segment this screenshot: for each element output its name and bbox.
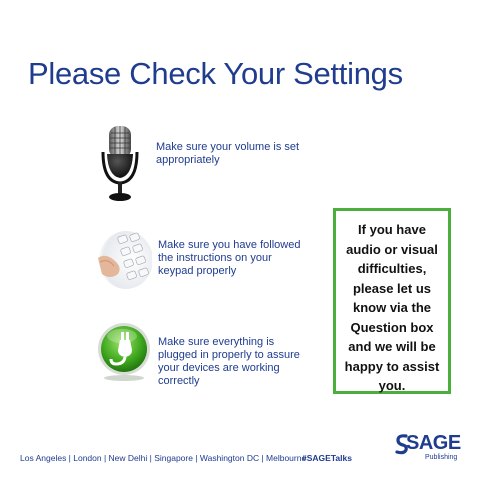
logo-subtext: Publishing (425, 454, 458, 461)
keypad-icon (96, 228, 152, 290)
help-notice-box: If you have audio or visual difficulties, please let us know via the Question box and we will be happy to assist you. (333, 208, 451, 394)
footer-locations: Los Angeles | London | New Delhi | Singapore | Washington DC | Melbourne (20, 453, 307, 463)
settings-item-text: Make sure your volume is set appropriately (156, 141, 300, 166)
logo-wordmark: SAGE (406, 432, 461, 454)
plug-icon (96, 320, 152, 382)
settings-item-text: Make sure everything is plugged in properly to assure your devices are working correctly (158, 336, 300, 387)
settings-item-text: Make sure you have followed the instructions on your keypad properly (158, 239, 301, 277)
slide-title: Please Check Your Settings (28, 56, 403, 91)
footer-hashtag[interactable]: #SAGETalks (302, 453, 352, 463)
sage-logo (395, 432, 465, 468)
microphone-icon (100, 126, 140, 202)
